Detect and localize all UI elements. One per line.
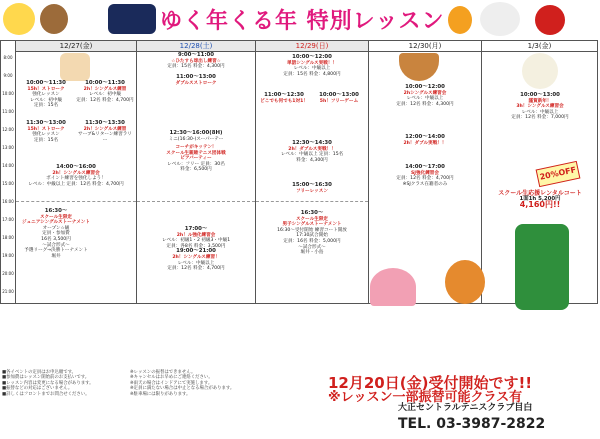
sunrise-icon: [3, 3, 35, 35]
time-label: 18:00: [2, 235, 14, 240]
event-block: 11:30～13:30 2h！シングルス練習 サーブ&リターン練習ラリー: [78, 120, 132, 143]
time-label: 10:00: [2, 91, 14, 96]
notes-left: ■各イベントの定員はお申込順です。 ■参加費はレッスン開始前のお支払いです。 ■レッスン内容は変更になる場合があります。 ■振替などの対応はございません。 ■詳しくはフロントまでお問合せください。: [2, 370, 94, 397]
fan-icon: [370, 268, 416, 306]
event-block: 14:00～16:00 2h！シングルス練習会 ポイント練習を強化しよう！ レベル：中級以上 定員：12名 料金：4,700円: [28, 164, 124, 187]
event-block: 11:00～12:30 どこでも何でも1対1！: [260, 92, 308, 104]
event-block: 16:30～ スクール生限定 男子シングルストーナメント 16:30～受付開始 練習コート開放 17:30試合開始 定員：16名 料金：5,000円 ～試合形式～ 堀井・小島: [277, 210, 347, 256]
day-header: 12/28(土): [137, 41, 255, 52]
event-block: 10:00～13:00 謹賀新年！ 3h！シングルス練習会 レベル：中級以上 定員：12名 料金：7,000円: [511, 92, 569, 121]
header: [0, 0, 600, 38]
divider: [137, 201, 255, 202]
day-header: 12/30(月): [369, 41, 481, 52]
day-header: 1/3(金): [482, 41, 597, 52]
schedule-table: [0, 40, 598, 304]
event-block: 11:30～13:00 15h！ストローク 強化レッスン 定員：15名: [26, 120, 66, 143]
phone-number: TEL. 03-3987-2822: [398, 416, 546, 432]
kadomatsu-icon: [515, 224, 569, 310]
event-block: 15:00～16:30 フリーレッスン: [292, 182, 332, 194]
kagami-mochi-icon: [522, 53, 558, 89]
day-column-1229: [256, 41, 369, 303]
divider: [16, 201, 136, 202]
event-block: 11:00～13:00 ダブルスストローク: [175, 74, 217, 86]
time-label: 8:00: [3, 55, 13, 60]
chef-mascot-icon: [60, 53, 90, 81]
event-block: 10:00～13:00 5h！フリーゲーム: [319, 92, 359, 104]
event-block: 10:00～12:00 単語シングルス実戦！！ レベル：中級以上 定員：15名 料金：4,800円: [283, 54, 341, 77]
reschedule-note: ※レッスン一部振替可能クラス有: [328, 390, 523, 405]
event-block: 14:00～17:00 SJ強化練習会 定員：12名 料金：4,700円 ※SJクラス在籍者のみ: [396, 164, 454, 187]
reception-start: 12月20日(金)受付開始です!!: [328, 374, 533, 392]
day-header: 12/29(日): [256, 41, 368, 52]
event-block: 10:00～12:00 2hシングルス練習会 レベル：中級以上 定員：12名 料金：4,300円: [396, 84, 454, 107]
time-label: 20:00: [2, 271, 14, 276]
time-column: [1, 41, 16, 303]
day-column-1228: [137, 41, 256, 303]
page-title: ゆく年くる年 特別レッスン: [160, 9, 445, 34]
soba-bowl-icon: [399, 53, 439, 81]
event-block: 9:00～11:00 ☆ひたすら球出し練習☆ 定員：15名 料金：4,300円: [167, 52, 225, 70]
notes-mid: ※レッスンの振替はできません。 ※キャンセルはお早めにご連絡ください。 ※雨天の場合はインドアにて実施します。 ※定員に満たない場合は中止となる場合があります。 ※駐車場には限りがあります。: [130, 370, 235, 397]
day-header: 12/27(金): [16, 41, 136, 52]
time-label: 11:00: [2, 109, 14, 114]
event-block: 12:30～14:30 2h！ダブルス実戦！！ レベル：中級以上 定員：15名 料金：4,300円: [280, 140, 344, 163]
day-column-1227: [16, 41, 137, 303]
event-block: 12:00～14:00 2h！ダブル実戦！！: [403, 134, 447, 146]
kagami-mochi-icon: [448, 6, 472, 34]
time-label: 17:00: [2, 217, 14, 222]
event-block: スクール生応援レンタルコート 1面1h 5,200円 4,160円!!: [498, 190, 582, 210]
time-label: 16:00: [2, 199, 14, 204]
daruma-icon: [535, 5, 565, 35]
snow-icon: [108, 4, 156, 34]
time-label: 12:00: [2, 127, 14, 132]
divider: [256, 201, 368, 202]
time-label: 15:00: [2, 181, 14, 186]
event-block: 12:30～16:00(8H) ミニ(16:30-)スーパーテー: [168, 130, 224, 142]
time-label: 13:00: [2, 145, 14, 150]
time-label: 19:00: [2, 253, 14, 258]
time-label: 14:00: [2, 163, 14, 168]
rat-icon: [480, 2, 520, 36]
hagoita-icon: [445, 260, 485, 304]
time-label: 9:00: [3, 73, 13, 78]
event-block: 17:00～ 2h！ル強化練習会 レベル：初級1・2 初級3・中級1 定員：各8名 料金：3,500円 19:00～21:00 2h！シングルス練習！ レベル：中級以上 定員：12名 料金：4,700円: [161, 226, 231, 272]
event-block: コーチがキッテン！ スクール生親睦テニス団体戦 ビアバーティー レベル：フリー 定員：30名 料金：6,500円: [166, 145, 226, 173]
club-name: 大正セントラルテニスクラブ目白: [398, 403, 533, 413]
tanuki-icon: [40, 4, 68, 34]
discount-badge: 20%OFF: [536, 161, 581, 187]
event-block: 10:00～11:30 2h！シングルス練習 レベル：初中級 定員：12名 料金：4,700円: [76, 80, 134, 103]
time-label: 21:00: [2, 289, 14, 294]
event-block: 16:30～ スクール生限定 ジュニアシングルストーナメント オープン☆級 定員・参加費 16名 3,500円 ～試合形式～ 予選リーグ→決勝トーナメント 堀井: [22, 208, 90, 259]
event-block: 10:00～11:30 15h！ストローク 強化レッスン レベル：初中級 定員：15名: [26, 80, 66, 109]
